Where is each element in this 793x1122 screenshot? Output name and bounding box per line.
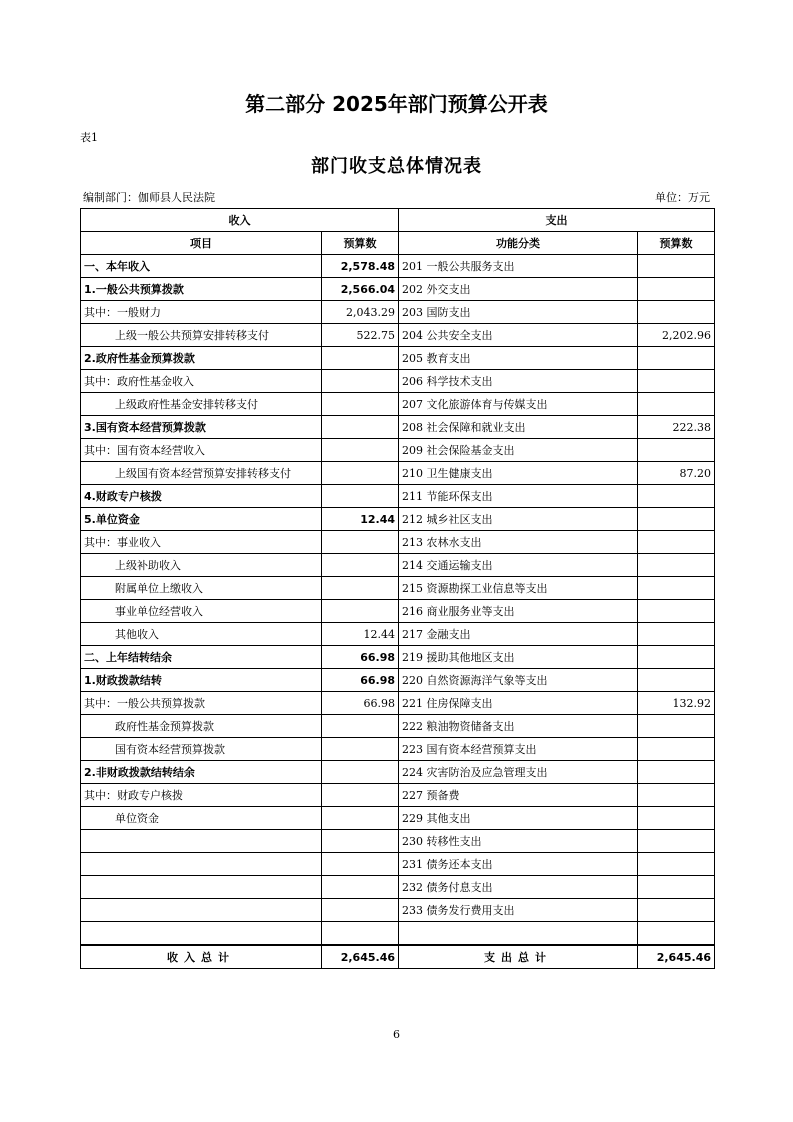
table-row (81, 554, 715, 577)
table-row (81, 646, 715, 669)
income-item-cell: 其中：一般公共预算拨款 (81, 692, 322, 715)
expense-header: 支出 (399, 209, 715, 232)
department-label: 编制部门：伽师县人民法院 (83, 191, 215, 204)
income-amount-cell (322, 807, 399, 830)
function-class-cell: 205 教育支出 (399, 347, 638, 370)
income-amount-cell (322, 462, 399, 485)
income-amount-cell (322, 600, 399, 623)
expense-amount-cell (638, 715, 715, 738)
function-class-cell: 223 国有资本经营预算支出 (399, 738, 638, 761)
expense-amount-cell (638, 554, 715, 577)
income-item-cell: 国有资本经营预算拨款 (81, 738, 322, 761)
table-row (81, 761, 715, 784)
income-amount-cell (322, 347, 399, 370)
table-title: 部门收支总体情况表 (311, 156, 482, 177)
expense-amount-cell (638, 531, 715, 554)
income-item-cell: 2.政府性基金预算拨款 (81, 347, 322, 370)
income-amount-cell (322, 554, 399, 577)
expense-total-label: 支出总计 (399, 945, 638, 969)
page-number: 6 (393, 1028, 400, 1041)
income-amount-cell (322, 715, 399, 738)
income-amount-cell (322, 531, 399, 554)
table-row (81, 715, 715, 738)
table-row (81, 577, 715, 600)
table-row (81, 899, 715, 922)
income-amount-cell: 2,043.29 (322, 301, 399, 324)
function-class-cell: 203 国防支出 (399, 301, 638, 324)
income-amount-cell (322, 853, 399, 876)
income-amount-cell: 2,578.48 (322, 255, 399, 278)
table-row (81, 600, 715, 623)
income-item-cell: 5.单位资金 (81, 508, 322, 531)
income-header: 收入 (81, 209, 399, 232)
table-row (81, 876, 715, 899)
income-item-cell: 其中：财政专户核拨 (81, 784, 322, 807)
function-class-cell: 220 自然资源海洋气象等支出 (399, 669, 638, 692)
function-class-cell: 230 转移性支出 (399, 830, 638, 853)
function-class-cell: 221 住房保障支出 (399, 692, 638, 715)
income-amount-cell (322, 922, 399, 946)
expense-amount-cell (638, 439, 715, 462)
expense-amount-cell (638, 738, 715, 761)
table-row (81, 830, 715, 853)
header-row-groups (81, 209, 715, 232)
function-class-cell: 212 城乡社区支出 (399, 508, 638, 531)
income-total-amount: 2,645.46 (322, 945, 399, 969)
expense-budget-header: 预算数 (638, 232, 715, 255)
table-row (81, 669, 715, 692)
income-amount-cell (322, 899, 399, 922)
income-amount-cell (322, 370, 399, 393)
function-class-cell: 231 债务还本支出 (399, 853, 638, 876)
function-class-cell: 216 商业服务业等支出 (399, 600, 638, 623)
expense-amount-cell (638, 278, 715, 301)
income-budget-header: 预算数 (322, 232, 399, 255)
expense-amount-cell (638, 876, 715, 899)
expense-amount-cell (638, 853, 715, 876)
income-item-cell (81, 853, 322, 876)
income-amount-cell (322, 416, 399, 439)
table-row (81, 439, 715, 462)
income-item-cell: 单位资金 (81, 807, 322, 830)
income-item-cell: 4.财政专户核拨 (81, 485, 322, 508)
table-row (81, 531, 715, 554)
income-item-cell: 事业单位经营收入 (81, 600, 322, 623)
income-amount-cell: 2,566.04 (322, 278, 399, 301)
function-class-cell: 206 科学技术支出 (399, 370, 638, 393)
income-item-cell: 二、上年结转结余 (81, 646, 322, 669)
table-row (81, 485, 715, 508)
function-class-cell: 229 其他支出 (399, 807, 638, 830)
income-item-cell: 附属单位上缴收入 (81, 577, 322, 600)
table-row (81, 922, 715, 946)
income-item-cell (81, 876, 322, 899)
table-row (81, 807, 715, 830)
income-amount-cell (322, 393, 399, 416)
income-amount-cell: 522.75 (322, 324, 399, 347)
income-amount-cell (322, 738, 399, 761)
table-row (81, 393, 715, 416)
income-item-cell: 政府性基金预算拨款 (81, 715, 322, 738)
function-class-cell: 204 公共安全支出 (399, 324, 638, 347)
table-row (81, 347, 715, 370)
function-class-cell: 217 金融支出 (399, 623, 638, 646)
income-item-cell: 其中：政府性基金收入 (81, 370, 322, 393)
income-amount-cell (322, 577, 399, 600)
income-amount-cell: 12.44 (322, 508, 399, 531)
income-amount-cell (322, 761, 399, 784)
income-amount-cell: 12.44 (322, 623, 399, 646)
income-item-cell: 一、本年收入 (81, 255, 322, 278)
expense-amount-cell (638, 508, 715, 531)
income-item-cell: 上级一般公共预算安排转移支付 (81, 324, 322, 347)
table-row (81, 370, 715, 393)
income-amount-cell: 66.98 (322, 646, 399, 669)
function-class-cell: 215 资源勘探工业信息等支出 (399, 577, 638, 600)
function-class-cell: 232 债务付息支出 (399, 876, 638, 899)
expense-amount-cell (638, 784, 715, 807)
expense-amount-cell (638, 623, 715, 646)
unit-label: 单位：万元 (655, 191, 710, 204)
expense-amount-cell (638, 807, 715, 830)
expense-total-amount: 2,645.46 (638, 945, 715, 969)
expense-amount-cell (638, 761, 715, 784)
income-item-cell: 上级政府性基金安排转移支付 (81, 393, 322, 416)
income-item-cell (81, 922, 322, 946)
income-item-cell: 其他收入 (81, 623, 322, 646)
function-class-cell: 201 一般公共服务支出 (399, 255, 638, 278)
income-amount-cell (322, 439, 399, 462)
income-item-cell: 上级补助收入 (81, 554, 322, 577)
income-amount-cell: 66.98 (322, 669, 399, 692)
part-title: 第二部分 2025年部门预算公开表 (245, 92, 548, 116)
expense-amount-cell (638, 830, 715, 853)
expense-amount-cell: 87.20 (638, 462, 715, 485)
income-item-cell: 2.非财政拨款结转结余 (81, 761, 322, 784)
table-row (81, 255, 715, 278)
function-class-cell: 219 援助其他地区支出 (399, 646, 638, 669)
header-row-columns (81, 232, 715, 255)
table-row (81, 784, 715, 807)
income-item-cell: 其中：一般财力 (81, 301, 322, 324)
function-class-cell: 207 文化旅游体育与传媒支出 (399, 393, 638, 416)
function-class-cell: 211 节能环保支出 (399, 485, 638, 508)
expense-amount-cell: 222.38 (638, 416, 715, 439)
expense-amount-cell (638, 301, 715, 324)
function-class-cell: 227 预备费 (399, 784, 638, 807)
expense-amount-cell (638, 669, 715, 692)
table-number: 表1 (80, 131, 98, 144)
expense-amount-cell (638, 370, 715, 393)
income-item-cell: 1.一般公共预算拨款 (81, 278, 322, 301)
function-class-cell: 208 社会保障和就业支出 (399, 416, 638, 439)
function-class-cell: 224 灾害防治及应急管理支出 (399, 761, 638, 784)
income-amount-cell (322, 485, 399, 508)
function-class-cell: 202 外交支出 (399, 278, 638, 301)
table-row (81, 416, 715, 439)
table-row (81, 301, 715, 324)
table-row (81, 508, 715, 531)
total-row (81, 945, 715, 969)
expense-amount-cell (638, 899, 715, 922)
table-row (81, 278, 715, 301)
expense-amount-cell (638, 646, 715, 669)
function-class-cell: 233 债务发行费用支出 (399, 899, 638, 922)
function-class-cell: 214 交通运输支出 (399, 554, 638, 577)
income-amount-cell: 66.98 (322, 692, 399, 715)
income-item-cell: 1.财政拨款结转 (81, 669, 322, 692)
budget-table (80, 208, 715, 969)
income-amount-cell (322, 784, 399, 807)
expense-amount-cell (638, 255, 715, 278)
expense-amount-cell (638, 485, 715, 508)
expense-amount-cell (638, 347, 715, 370)
expense-amount-cell (638, 393, 715, 416)
income-item-cell: 3.国有资本经营预算拨款 (81, 416, 322, 439)
table-row (81, 692, 715, 715)
income-item-cell: 上级国有资本经营预算安排转移支付 (81, 462, 322, 485)
income-item-cell (81, 899, 322, 922)
function-class-cell: 209 社会保险基金支出 (399, 439, 638, 462)
income-amount-cell (322, 876, 399, 899)
function-class-cell: 210 卫生健康支出 (399, 462, 638, 485)
table-row (81, 738, 715, 761)
expense-amount-cell (638, 600, 715, 623)
income-item-cell: 其中：事业收入 (81, 531, 322, 554)
function-class-cell: 222 粮油物资储备支出 (399, 715, 638, 738)
table-row (81, 462, 715, 485)
table-row (81, 853, 715, 876)
table-row (81, 623, 715, 646)
item-header: 项目 (81, 232, 322, 255)
expense-amount-cell: 132.92 (638, 692, 715, 715)
income-item-cell: 其中：国有资本经营收入 (81, 439, 322, 462)
table-row (81, 324, 715, 347)
expense-amount-cell (638, 922, 715, 946)
function-class-header: 功能分类 (399, 232, 638, 255)
income-amount-cell (322, 830, 399, 853)
income-total-label: 收入总计 (81, 945, 322, 969)
expense-amount-cell: 2,202.96 (638, 324, 715, 347)
function-class-cell (399, 922, 638, 946)
function-class-cell: 213 农林水支出 (399, 531, 638, 554)
expense-amount-cell (638, 577, 715, 600)
income-item-cell (81, 830, 322, 853)
